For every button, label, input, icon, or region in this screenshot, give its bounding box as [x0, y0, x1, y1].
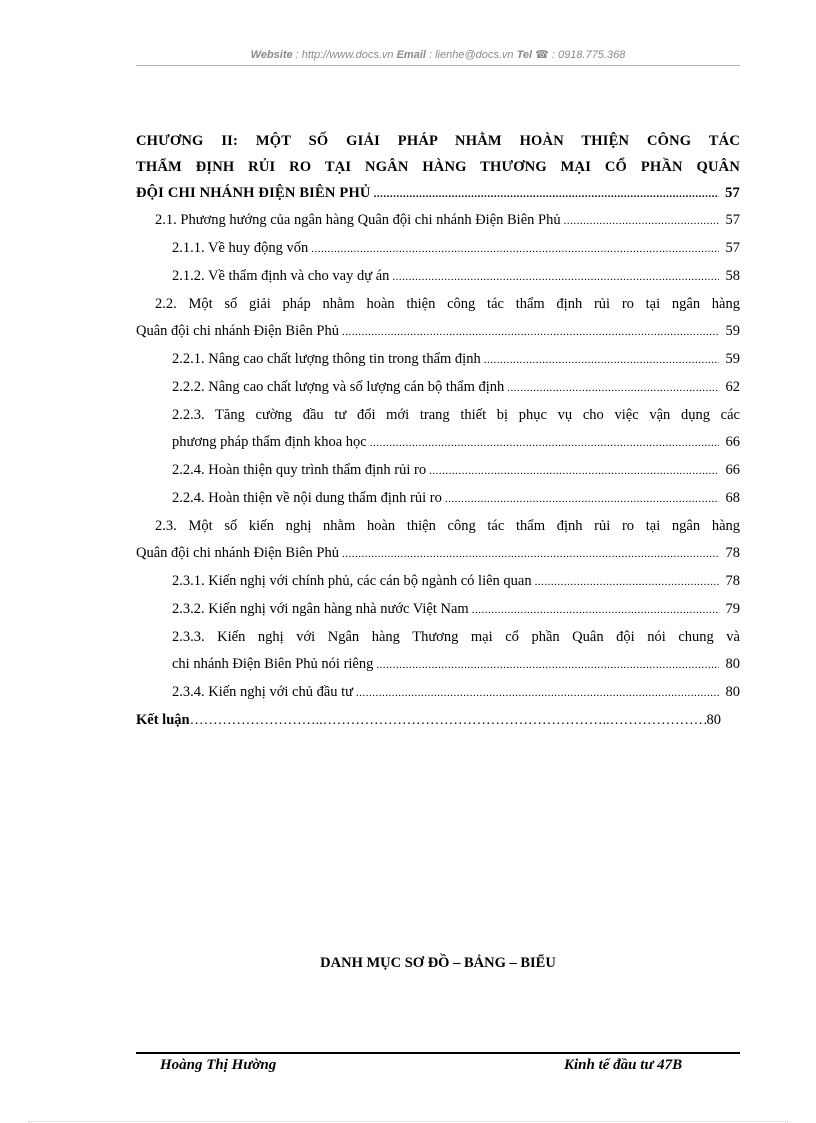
toc-entry-2-3-4[interactable]: 2.3.4. Kiến nghị với chủ đầu tư ..... 80 — [136, 679, 740, 707]
dot-leader — [374, 181, 719, 207]
page-number: 62 — [725, 379, 740, 395]
tel-number: 0918.775.368 — [558, 49, 626, 61]
page-number: 79 — [725, 601, 740, 617]
toc-entry-2-3-2[interactable]: 2.3.2. Kiến nghị với ngân hàng nhà nước Việt Nam ..... 79 — [136, 596, 740, 624]
toc-entry-2-2[interactable]: 2.2. Một số giải pháp nhằm hoàn thiện công tác thẩm định rủi ro tại ngân hàng Quân đội chi nhánh Điện Biên Phủ ..... 59 — [136, 291, 740, 346]
toc-entry-conclusion[interactable]: Kết luận ………………………..……………………………………………………..……………………………………… 80 — [136, 707, 721, 734]
page-number: 58 — [725, 268, 740, 284]
email-link[interactable]: lienhe@docs.vn — [435, 49, 514, 61]
page-number: 57 — [725, 185, 740, 201]
page-number: 80 — [725, 656, 740, 672]
chapter-title-line-1: CHƯƠNG II: MỘT SỐ GIẢI PHÁP NHẰM HOÀN THIỆN CÔNG TÁC — [136, 133, 740, 149]
page-number: 59 — [725, 351, 740, 367]
page-number: 80 — [706, 712, 721, 728]
page-number: 78 — [725, 545, 740, 561]
page-number: 66 — [725, 434, 740, 450]
page-number: 59 — [725, 323, 740, 339]
page-number: 80 — [725, 684, 740, 700]
toc-entry-2-3-1[interactable]: 2.3.1. Kiến nghị với chính phủ, các cán bộ ngành có liên quan ..... 78 — [136, 568, 740, 596]
phone-icon: ☎ — [535, 49, 549, 61]
header-divider — [136, 65, 740, 66]
toc-entry-2-2-3[interactable]: 2.2.3. Tăng cường đầu tư đổi mới trang thiết bị phục vụ cho việc vận dụng các phương pháp thẩm định khoa học ..... 66 — [136, 402, 740, 457]
toc-chapter-2 — [136, 128, 740, 207]
page-number: 66 — [725, 462, 740, 478]
toc-entry-2-1-2[interactable]: 2.1.2. Về thẩm định và cho vay dự án ..... 58 — [136, 263, 740, 291]
page-bottom-border — [28, 1121, 788, 1122]
page-number: 68 — [725, 490, 740, 506]
toc-entry-2-3-3[interactable]: 2.3.3. Kiến nghị với Ngân hàng Thương mại cổ phần Quân đội nói chung và chi nhánh Điện Biên Phủ nói riêng ..... 80 — [136, 624, 740, 679]
website-link[interactable]: http://www.docs.vn — [301, 49, 394, 61]
page-number: 78 — [725, 573, 740, 589]
chapter-title-line-3: ĐỘI CHI NHÁNH ĐIỆN BIÊN PHỦ ..... 57 — [136, 180, 740, 207]
toc-entry-2-2-4-process[interactable]: 2.2.4. Hoàn thiện quy trình thẩm định rủi ro ..... 66 — [136, 457, 740, 485]
footer-class: Kinh tế đầu tư 47B — [564, 1057, 683, 1073]
toc-entry-2-3[interactable]: 2.3. Một số kiến nghị nhằm hoàn thiện công tác thẩm định rủi ro tại ngân hàng Quân đội chi nhánh Điện Biên Phủ ..... 78 — [136, 513, 740, 568]
toc-entry-2-1[interactable]: 2.1. Phương hướng của ngân hàng Quân đội chi nhánh Điện Biên Phủ ..... 57 — [136, 207, 740, 235]
email-label: Email — [396, 49, 426, 61]
toc-entry-2-1-1[interactable]: 2.1.1. Về huy động vốn ..... 57 — [136, 235, 740, 263]
table-of-contents — [136, 128, 740, 734]
footer-author: Hoàng Thị Hường — [160, 1057, 277, 1073]
chapter-title-line-2: THẨM ĐỊNH RỦI RO TẠI NGÂN HÀNG THƯƠNG MẠI CỔ PHẦN QUÂN — [136, 159, 740, 175]
toc-entry-2-2-1[interactable]: 2.2.1. Nâng cao chất lượng thông tin trong thẩm định ..... 59 — [136, 346, 740, 374]
page-header: Website : http://www.docs.vn Email : lienhe@docs.vn Tel ☎ : 0918.775.368 — [250, 49, 626, 61]
toc-entry-2-2-2[interactable]: 2.2.2. Nâng cao chất lượng và số lượng cán bộ thẩm định ..... 62 — [136, 374, 740, 402]
page-number: 57 — [725, 212, 740, 228]
footer-divider — [136, 1052, 740, 1054]
toc-entry-2-2-4-content[interactable]: 2.2.4. Hoàn thiện về nội dung thẩm định rủi ro ..... 68 — [136, 485, 740, 513]
list-of-figures-title: DANH MỤC SƠ ĐỒ – BẢNG – BIỂU — [320, 955, 556, 971]
page-number: 57 — [725, 240, 740, 256]
tel-label: Tel — [516, 49, 533, 61]
website-label: Website — [250, 49, 293, 61]
